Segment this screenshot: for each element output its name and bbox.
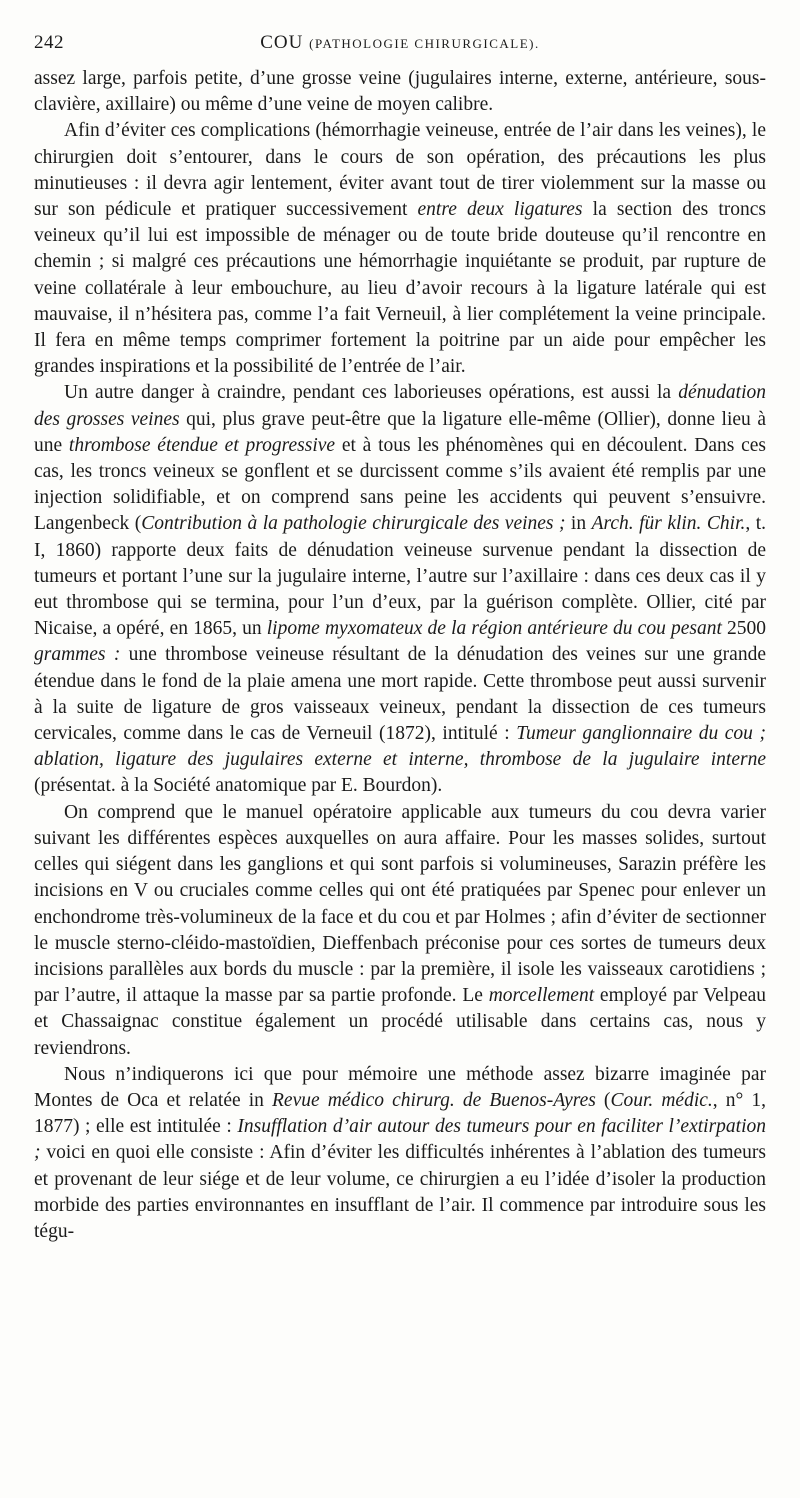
italic-text: Insufflation d’air autour des tumeurs pour en faciliter l’extirpation ;: [34, 1116, 766, 1164]
text-run: voici en quoi elle consiste : Afin d’éviter les difficultés inhérentes à l’ablation des tumeurs et provenant de leur siége et de leur volume, ce chirurgien a eu l’idée d’isoler la production morbide des parties environnantes en insufflant de l’air. Il commence par introduire sous les tégu-: [34, 1142, 766, 1242]
italic-text: Arch. für klin. Chir.: [591, 513, 746, 535]
running-title-sub: (PATHOLOGIE CHIRURGICALE).: [309, 36, 540, 51]
italic-text: Contribution à la pathologie chirurgicale des veines ;: [141, 513, 566, 535]
paragraph: [34, 66, 766, 118]
text-run: , t. I, 1860) rapporte deux faits de dénudation veineuse survenue pendant la dissection de tumeurs et portant l’une sur la jugulaire interne, l’autre sur l’axillaire : dans ces deux cas il y eut thrombose qui se termina, pour l’un d’eux, par la guérison complète. Ollier, cité par Nicaise, a opéré, en 1865, un: [34, 513, 767, 640]
paragraph: [34, 1062, 766, 1245]
text-run: in: [565, 513, 592, 535]
body-text: [34, 66, 766, 1245]
italic-text: morcellement: [488, 985, 595, 1007]
paragraph: [34, 118, 766, 380]
italic-text: Cour. médic.: [610, 1089, 713, 1111]
paragraph: [34, 800, 766, 1062]
running-title: [34, 30, 766, 57]
italic-text: Revue médico chirurg. de Buenos-Ayres: [272, 1089, 596, 1111]
text-run: et à tous les phénomènes qui en découlent. Dans ces cas, les troncs veineux se gonflent et se durcissent comme s’ils avaient été remplis par une injection solidifiable, et on comprend sans peine les accidents qui peuvent s’ensuivre. Langenbeck (: [34, 434, 767, 535]
text-run: (présentat. à la Société anatomique par E. Bourdon).: [34, 775, 443, 797]
italic-text: thrombose étendue et progressive: [68, 434, 336, 456]
text-run: assez large, parfois petite, d’une grosse veine (jugulaires interne, externe, antérieure, sous-clavière, axillaire) ou même d’une veine de moyen calibre.: [34, 68, 766, 116]
italic-text: Tumeur ganglionnaire du cou ; ablation, ligature des jugulaires externe et interne, thrombose de la jugulaire interne: [34, 723, 766, 771]
italic-text: dénudation des grosses veines: [34, 382, 766, 430]
text-run: une thrombose veineuse résultant de la dénudation des veines sur une grande étendue dans le fond de la plaie amena une mort rapide. Cette thrombose peut aussi survenir à la suite de ligature de gros vaisseaux veineux, pendant la dissection de ces tumeurs cervicales, comme dans le cas de Verneuil (1872), intitulé :: [34, 644, 766, 745]
text-run: Afin d’éviter ces complications (hémorrhagie veineuse, entrée de l’air dans les veines), le chirurgien doit s’entourer, dans le cours de son opération, des précautions les plus minutieuses : il devra agir lentement, éviter avant tout de tirer violemment sur la masse ou sur son pédicule et pratiquer successivement: [34, 120, 766, 221]
text-run: 2500: [721, 618, 767, 640]
text-run: qui, plus grave peut-être que la ligature elle-même (Ollier), donne lieu à une: [34, 408, 766, 456]
italic-text: lipome myxomateux de la région antérieure du cou pesant: [266, 618, 722, 640]
text-run: la section des troncs veineux qu’il lui est impossible de ménager ou de toute bride douteuse qu’il rencontre en chemin ; si malgré ces précautions une hémorrhagie inquiétante se produit, par rupture de veine collatérale à leur embouchure, au lieu d’avoir recours à la ligature latérale qui est mauvaise, il n’hésitera pas, comme l’a fait Verneuil, à lier complétement la veine principale. Il fera en même temps comprimer fortement la poitrine par un aide pour empêcher les grandes inspirations et la possibilité de l’entrée de l’air.: [34, 199, 766, 378]
paragraph: [34, 380, 766, 799]
text-run: On comprend que le manuel opératoire applicable aux tumeurs du cou devra varier suivant les différentes espèces auxquelles on aura affaire. Pour les masses solides, surtout celles qui siégent dans les ganglions et qui sont parfois si volumineuses, Sarazin préfère les incisions en V ou cruciales comme celles qui ont été pratiquées par Spenec pour enlever un enchondrome très-volumineux de la face et du cou et par Holmes ; afin d’éviter de sectionner le muscle sterno-cléido-mastoïdien, Dieffenbach préconise pour ces sortes de tumeurs deux incisions parallèles aux bords du muscle : par la première, il isole les vaisseaux carotidiens ; par l’autre, il attaque la masse par sa partie profonde. Le: [34, 801, 766, 1007]
page-number: 242: [34, 32, 64, 53]
italic-text: grammes :: [34, 644, 121, 666]
text-run: (: [595, 1089, 611, 1111]
text-run: Un autre danger à craindre, pendant ces laborieuses opérations, est aussi la: [64, 382, 679, 404]
italic-text: entre deux ligatures: [417, 199, 583, 221]
text-run: , n° 1, 1877) ; elle est intitulée :: [34, 1089, 766, 1138]
text-run: Nous n’indiquerons ici que pour mémoire une méthode assez bizarre imaginée par Montes de Oca et relatée in: [34, 1063, 766, 1111]
running-title-main: COU: [260, 32, 304, 53]
page-header: [34, 30, 766, 56]
text-run: employé par Velpeau et Chassaignac constitue également un procédé utilisable dans certains cas, nous y reviendrons.: [34, 985, 767, 1059]
